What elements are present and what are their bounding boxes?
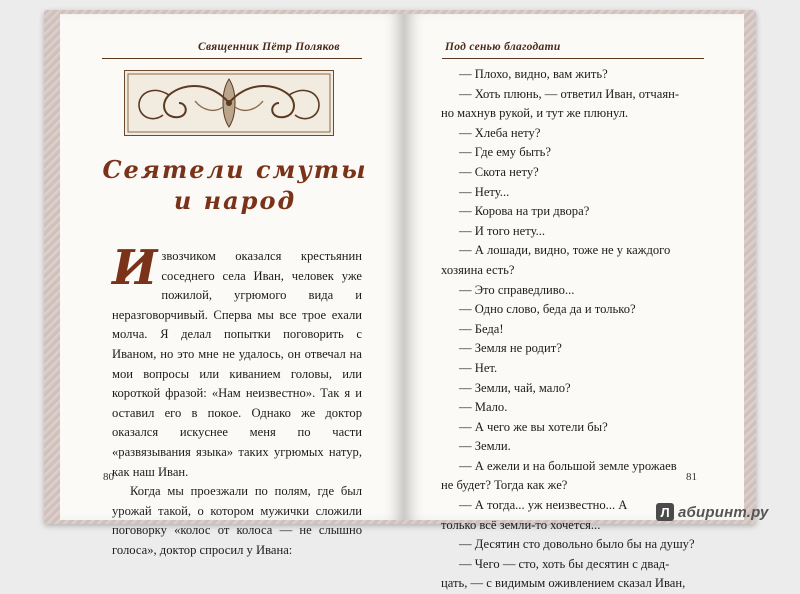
watermark-logo-icon: Л xyxy=(656,503,674,521)
watermark-text: абиринт.ру xyxy=(678,503,769,521)
paragraph-1-text: звозчиком оказался крестьянин соседнего села Иван, человек уже пожилой, угрюмого вида и неразговорчивый. Сперва мы все трое ехали молча. Я делал попытки поговорить с Иваном, но это мне не удалось, он отвечал на мои вопросы или киванием головы, или короткой фразой: «Нам неизвестно». Так я и оставил его в покое. Однако же доктор оказался искуснее меня по части «развязывания языка» таких угрюмых натур, как наш Иван. xyxy=(112,249,362,479)
dialogue-line: — Плохо, видно, вам жить? xyxy=(459,67,608,81)
dialogue-line: — Земли. xyxy=(459,439,511,454)
dialogue-line: хозяина есть? xyxy=(441,262,515,277)
left-head-rule xyxy=(102,58,362,59)
dialogue-line: — А ежели и на большой земле урожаев xyxy=(459,458,677,473)
paragraph-2: Когда мы проезжали по полям, где был урожай такой, о котором мужички сложили поговорку «колос от колоса — не слышно голоса», доктор спросил у Ивана: xyxy=(112,484,362,557)
dialogue-line: — А тогда... уж неизвестно... А xyxy=(459,498,628,513)
watermark xyxy=(656,502,769,522)
right-head-rule xyxy=(442,58,704,59)
dialogue-line: — Мало. xyxy=(459,400,508,415)
chapter-title-line-2: и народ xyxy=(173,186,297,215)
dialogue-line: — Нет. xyxy=(459,360,498,375)
dialogue-line: — Нету... xyxy=(459,184,510,199)
chapter-title-line-1: Сеятели смуты xyxy=(102,155,368,184)
dialogue-line: только всё земли-то хочется... xyxy=(441,517,601,532)
ornament-icon xyxy=(124,70,334,136)
dialogue-line: — Где ему быть? xyxy=(459,145,551,160)
dialogue-line: — А чего же вы хотели бы? xyxy=(459,419,608,434)
dialogue-line: — Скота нету? xyxy=(459,164,539,179)
dialogue-line: — Хоть плюнь, — ответил Иван, отчаян- xyxy=(459,86,680,101)
dialogue-line: — Земли, чай, мало? xyxy=(459,380,571,395)
left-page-number: 80 xyxy=(103,471,114,483)
right-page-number: 81 xyxy=(686,471,697,483)
dialogue-line: — И того нету... xyxy=(459,223,546,238)
dialogue-line: — Земля не родит? xyxy=(459,341,562,356)
dialogue-line: — Чего — сто, хоть бы десятин с двад- xyxy=(459,556,670,571)
dialogue-line: не будет? Тогда как же? xyxy=(441,478,568,493)
drop-cap: И xyxy=(112,240,158,296)
paragraph-1 xyxy=(112,240,362,482)
dialogue-line: цать, — с видимым оживлением сказал Иван, xyxy=(441,576,686,591)
dialogue-line: — Это справедливо... xyxy=(459,282,575,297)
left-running-head: Священник Пётр Поляков xyxy=(198,41,340,53)
dialogue-line: — Беда! xyxy=(459,321,504,336)
dialogue-line: — Хлеба нету? xyxy=(459,125,541,140)
chapter-title xyxy=(100,154,370,216)
dialogue-line: — А лошади, видно, тоже не у каждого xyxy=(459,243,671,258)
left-body-text xyxy=(112,240,362,561)
right-running-head: Под сенью благодати xyxy=(445,41,561,53)
dialogue-line: — Корова на три двора? xyxy=(459,204,590,219)
dialogue-line: но махнув рукой, и тут же плюнул. xyxy=(441,106,629,121)
dialogue-line: — Десятин сто довольно было бы на душу? xyxy=(459,537,695,552)
dialogue-line: — Одно слово, беда да и только? xyxy=(459,302,636,317)
